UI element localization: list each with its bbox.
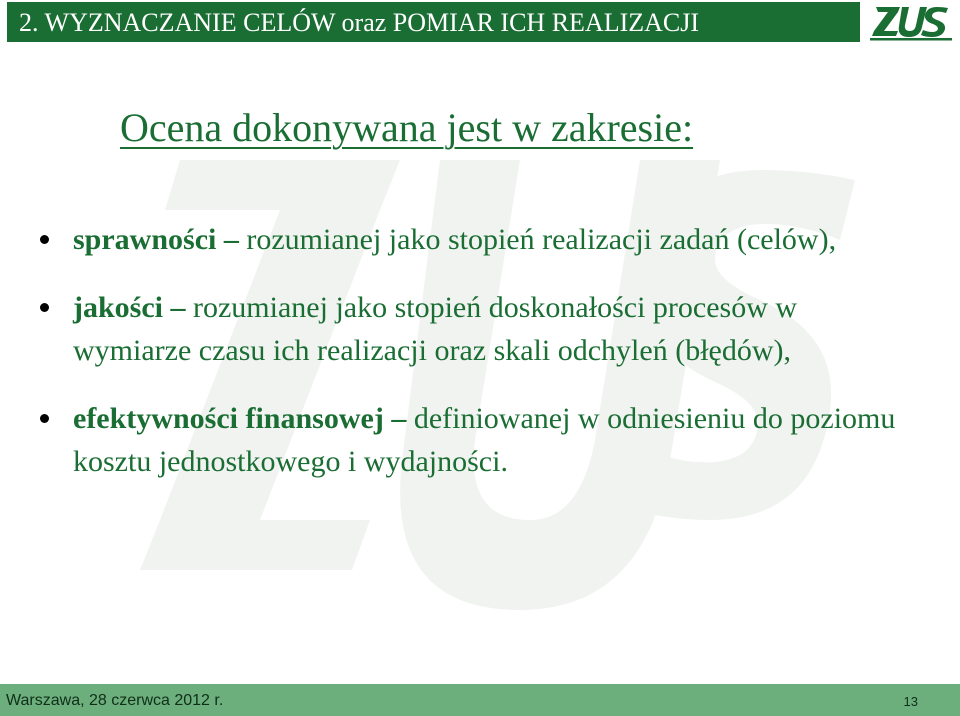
bullet-text: rozumianej jako stopień realizacji zadań (celów), (246, 223, 837, 256)
zus-logo-icon (870, 3, 952, 41)
slide-footer (0, 684, 960, 716)
slide-title: Ocena dokonywana jest w zakresie: (120, 105, 694, 150)
bullet-dot-icon (40, 235, 49, 244)
slide-header-title: 2. WYZNACZANIE CELÓW oraz POMIAR ICH REALIZACJI (19, 8, 700, 37)
bullet-dash: – (216, 223, 247, 256)
bullet-dot-icon (40, 414, 49, 423)
bullet-list (40, 218, 900, 483)
bullet-dash: – (163, 291, 193, 324)
bullet-term: jakości (73, 291, 163, 324)
bullet-item-efektywnosci (40, 397, 900, 483)
bullet-text: rozumianej jako stopień doskonałości procesów w wymiarze czasu ich realizacji oraz skali odchyleń (błędów), (73, 291, 798, 367)
slide-header (0, 0, 960, 44)
bullet-item-sprawnosci (40, 218, 900, 261)
bullet-text: definiowanej w odniesieniu do poziomu kosztu jednostkowego i wydajności. (73, 402, 896, 478)
bullet-dash: – (383, 402, 414, 435)
page-number: 13 (903, 694, 918, 709)
bullet-dot-icon (40, 303, 49, 312)
bullet-term: sprawności (73, 223, 217, 256)
footer-location-date: Warszawa, 28 czerwca 2012 r. (6, 692, 224, 709)
header-bar (7, 2, 860, 42)
bullet-item-jakosci (40, 286, 900, 372)
bullet-term: efektywności finansowej (73, 402, 384, 435)
